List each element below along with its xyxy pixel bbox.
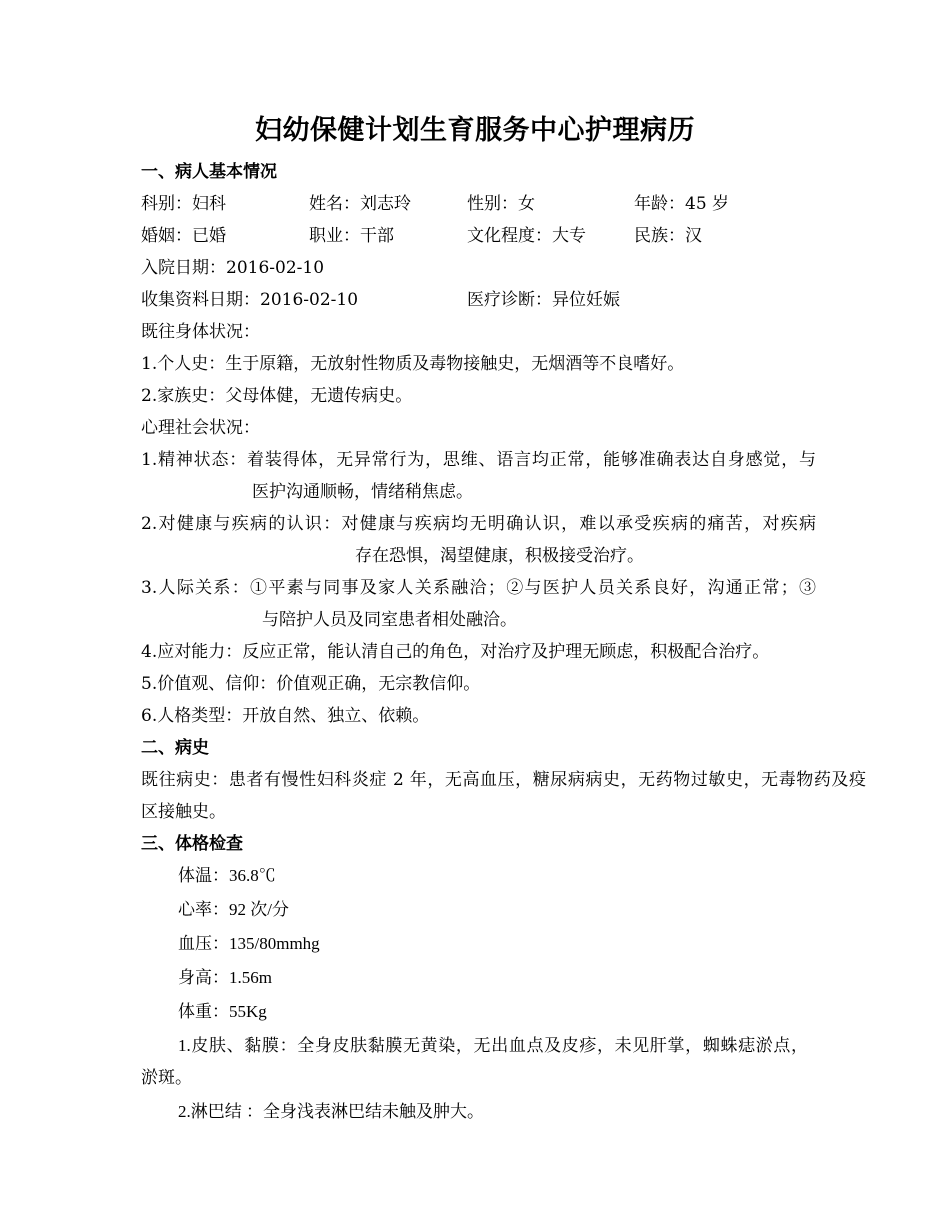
heart-rate-text: 心率：92 次/分 [178,900,289,919]
section-heading-physical-exam: 三、体格检查 [141,834,243,854]
skin-mucosa-text: 1.皮肤、黏膜：全身皮肤黏膜无黄染，无出血点及皮疹，未见肝掌，蜘蛛痣淤点， [178,1036,808,1055]
section-heading-history: 二、病史 [141,738,209,758]
mental-state-text: 1.精神状态：着装得体，无异常行为，思维、语言均正常，能够准确表达自身感觉，与 [141,450,816,470]
psychosocial-label: 心理社会状况： [141,418,260,438]
occupation-field: 职业：干部 [309,226,394,246]
gender-field: 性别：女 [467,194,535,214]
document-title: 妇幼保健计划生育服务中心护理病历 [255,115,695,146]
relations-text: 3.人际关系：①平素与同事及家人关系融洽；②与医护人员关系良好，沟通正常；③ [141,578,816,598]
height-text: 身高：1.56m [178,968,272,987]
personal-history-text: 1.个人史：生于原籍，无放射性物质及毒物接触史，无烟酒等不良嗜好。 [141,354,685,374]
ethnicity-field: 民族：汉 [634,226,702,246]
past-medical-history-text: 既往病史：患者有慢性妇科炎症 2 年，无高血压，糖尿病病史，无药物过敏史，无毒物药及疫 [141,770,866,790]
coping-text: 4.应对能力：反应正常，能认清自己的角色，对治疗及护理无顾虑，积极配合治疗。 [141,642,770,662]
mental-state-text-cont: 医护沟通顺畅，情绪稍焦虑。 [252,482,473,502]
cognition-text-cont: 存在恐惧，渴望健康，积极接受治疗。 [355,546,644,566]
diagnosis-field: 医疗诊断：异位妊娠 [467,290,620,310]
name-field: 姓名：刘志玲 [309,194,411,214]
age-field: 年龄：45 岁 [634,194,730,214]
skin-mucosa-text-cont: 淤斑。 [141,1068,192,1088]
cognition-text: 2.对健康与疾病的认识：对健康与疾病均无明确认识，难以承受疾病的痛苦，对疾病 [141,514,816,534]
relations-text-cont: 与陪护人员及同室患者相处融洽。 [262,610,517,630]
collection-date-field: 收集资料日期：2016-02-10 [141,290,359,310]
past-medical-history-text-cont: 区接触史。 [141,802,226,822]
weight-text: 体重：55Kg [178,1002,267,1021]
values-text: 5.价值观、信仰：价值观正确，无宗教信仰。 [141,674,481,694]
marriage-field: 婚姻：已婚 [141,226,226,246]
section-heading-basic-info: 一、病人基本情况 [141,162,277,182]
admission-date-field: 入院日期：2016-02-10 [141,258,325,278]
past-health-label: 既往身体状况： [141,322,260,342]
education-field: 文化程度：大专 [467,226,586,246]
lymph-node-text: 2.淋巴结 ：全身浅表淋巴结未触及肿大。 [178,1102,484,1121]
personality-text: 6.人格类型：开放自然、独立、依赖。 [141,706,430,726]
department-field: 科别：妇科 [141,194,226,214]
blood-pressure-text: 血压：135/80mmhg [178,934,320,953]
temperature-text: 体温：36.8℃ [178,866,276,885]
family-history-text: 2.家族史：父母体健，无遗传病史。 [141,386,413,406]
